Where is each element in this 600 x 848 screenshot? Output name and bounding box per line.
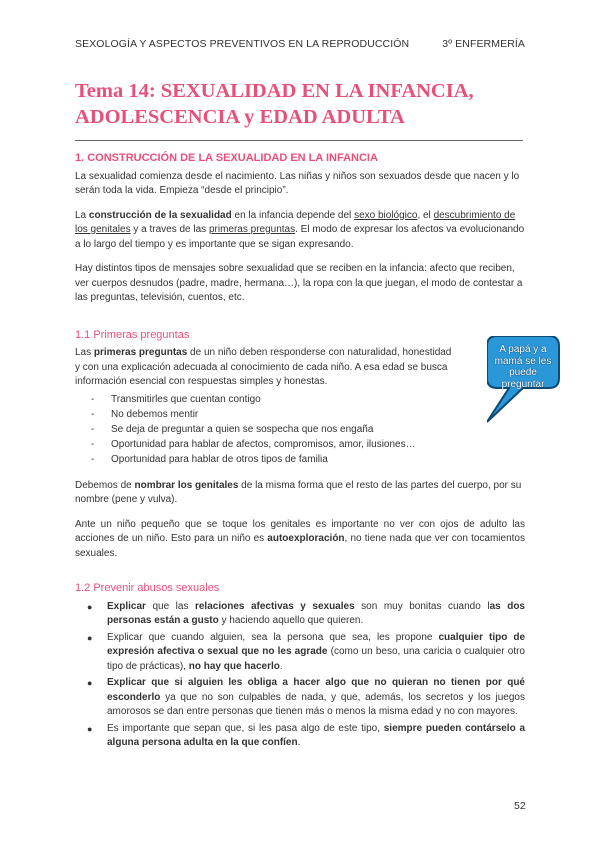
title-line-1: Tema 14: SEXUALIDAD EN LA INFANCIA, <box>75 80 474 102</box>
text-run: son muy bonitas cuando l <box>354 600 490 612</box>
text-run: y a traves de las <box>130 224 209 235</box>
title-divider <box>75 140 523 141</box>
list-item-text: Oportunidad para hablar de otros tipos de familia <box>111 453 328 465</box>
list-item <box>75 437 525 452</box>
dash-marker: - <box>91 393 95 405</box>
text-run: en la infancia depende del <box>231 209 355 221</box>
section-1-2-heading: 1.2 Prevenir abusos sexuales <box>75 582 220 594</box>
list-item <box>75 407 525 422</box>
bold-text: Explicar <box>107 600 146 612</box>
list-item-text: No debemos mentir <box>111 408 199 420</box>
bold-text: autoexploración <box>267 533 345 544</box>
list-item <box>75 422 525 437</box>
bold-text: construcción de la sexualidad <box>88 209 232 221</box>
header-course-title: SEXOLOGÍA Y ASPECTOS PREVENTIVOS EN LA REPRODUCCIÓN <box>75 38 410 50</box>
list-item <box>75 722 525 751</box>
underlined-text: primeras preguntas <box>208 224 296 235</box>
genitales-paragraph <box>75 479 525 508</box>
speech-bubble-text: A papá y a mamá se les puede preguntar <box>494 344 552 390</box>
list-item <box>75 392 525 407</box>
dash-marker: - <box>91 423 95 435</box>
section-1-heading: 1. CONSTRUCCIÓN DE LA SEXUALIDAD EN LA INFANCIA <box>75 152 378 164</box>
bold-text: nombrar los genitales <box>134 479 239 491</box>
text-run: Ante un niño pequeño que se toque los genitales es importante no ver con ojos de adulto las acciones de un niño. Esto para un niño es <box>75 518 525 544</box>
dash-marker: - <box>91 438 95 450</box>
bold-text: Explicar que si alguien les obliga a hacer algo que no quieran no tienen por qué esconderlo <box>107 677 525 703</box>
list-item-text: Se deja de preguntar a quien se sospecha que nos engaña <box>111 423 374 435</box>
list-item <box>75 452 525 467</box>
underlined-text: sexo biológico <box>354 209 418 221</box>
underlined-text: descubrimiento de los genitales <box>75 209 516 235</box>
text-run: La <box>75 209 89 221</box>
text-run: , no tiene nada que ver con tocamientos sexuales. <box>75 533 525 559</box>
text-run: . <box>297 737 301 748</box>
bold-text: no hay que hacerlo <box>188 660 280 672</box>
bullet-marker: ● <box>87 601 93 612</box>
text-run: Debemos de <box>75 479 135 491</box>
list-item <box>75 631 525 675</box>
bullet-marker: ● <box>87 678 93 688</box>
list-item <box>75 600 525 629</box>
text-run: que las <box>145 600 195 612</box>
text-run: . El modo de expresar los afectos va evolucionando a lo largo del tiempo y es importante que se sigan expresando. <box>75 224 525 250</box>
list-item <box>75 676 525 720</box>
section-1-1-heading: 1.1 Primeras preguntas <box>75 328 190 341</box>
text-run: Las <box>75 347 94 358</box>
section-1-paragraph-2 <box>75 209 525 253</box>
text-run: y haciendo aquello que quieren. <box>218 615 364 626</box>
text-run: ya que no son culpables de nada, y que, además, los secretos y los juegos amorosos se dan entre personas que tienen más o menos la misma edad y no con mayores. <box>107 691 525 717</box>
bold-text: cualquier tipo de expresión afectiva o sexual que no les agrade <box>107 631 526 657</box>
prevention-list <box>75 600 525 751</box>
page-number: 52 <box>514 800 526 812</box>
text-run: , el <box>417 209 434 221</box>
text-run: Es importante que sepan que, si les pasa algo de este tipo, <box>107 722 384 734</box>
bold-text: primeras preguntas <box>93 347 188 358</box>
title-line-2: ADOLESCENCIA y EDAD ADULTA <box>75 106 405 128</box>
list-item-text: Transmitirles que cuentan contigo <box>111 393 261 405</box>
bold-text: relaciones afectivas y sexuales <box>194 600 355 612</box>
bold-text: siempre pueden contárselo a alguna persona adulta en la que confíen <box>107 722 526 748</box>
dash-marker: - <box>91 408 95 420</box>
bullet-marker: ● <box>87 632 93 643</box>
text-run: de la misma forma que el resto de las partes del cuerpo, por su nombre (pene y vulva). <box>75 479 522 505</box>
section-1-1-intro <box>75 346 453 390</box>
text-run: de un niño deben responderse con naturalidad, honestidad y con una explicación adecuada al conocimiento de cada niño. A esa edad se busca información esencial con respuestas simples y honestas. <box>75 347 452 387</box>
questions-list <box>75 392 525 467</box>
section-1-paragraph-1: La sexualidad comienza desde el nacimiento. Las niñas y niños son sexuados desde que nacen y lo serán toda la vida. Empieza “desde el principio”. <box>75 170 520 196</box>
page-title <box>75 78 535 130</box>
list-item-text: Oportunidad para hablar de afectos, compromisos, amor, ilusiones… <box>111 438 416 450</box>
header-course-year: 3º ENFERMERÍA <box>442 38 525 50</box>
text-run: (como un beso, una caricia o cualquier otro tipo de prácticas), <box>107 646 525 672</box>
main-content <box>75 151 525 753</box>
autoexploracion-paragraph <box>75 518 525 562</box>
text-run: Explicar que cuando alguien, sea la persona que sea, les propone <box>107 631 439 643</box>
bold-text: as dos personas están a gusto <box>107 600 525 626</box>
text-run: . <box>279 660 283 672</box>
bullet-marker: ● <box>87 723 93 734</box>
speech-bubble-callout <box>487 336 583 426</box>
section-1-paragraph-3: Hay distintos tipos de mensajes sobre sexualidad que se reciben en la infancia: afecto que reciben, ver cuerpos desnudos (padre, madre, hermana…), la ropa con la que juegan, el modo de contestar a las preguntas, televisión, cuentos, etc. <box>75 263 523 303</box>
dash-marker: - <box>91 453 95 465</box>
